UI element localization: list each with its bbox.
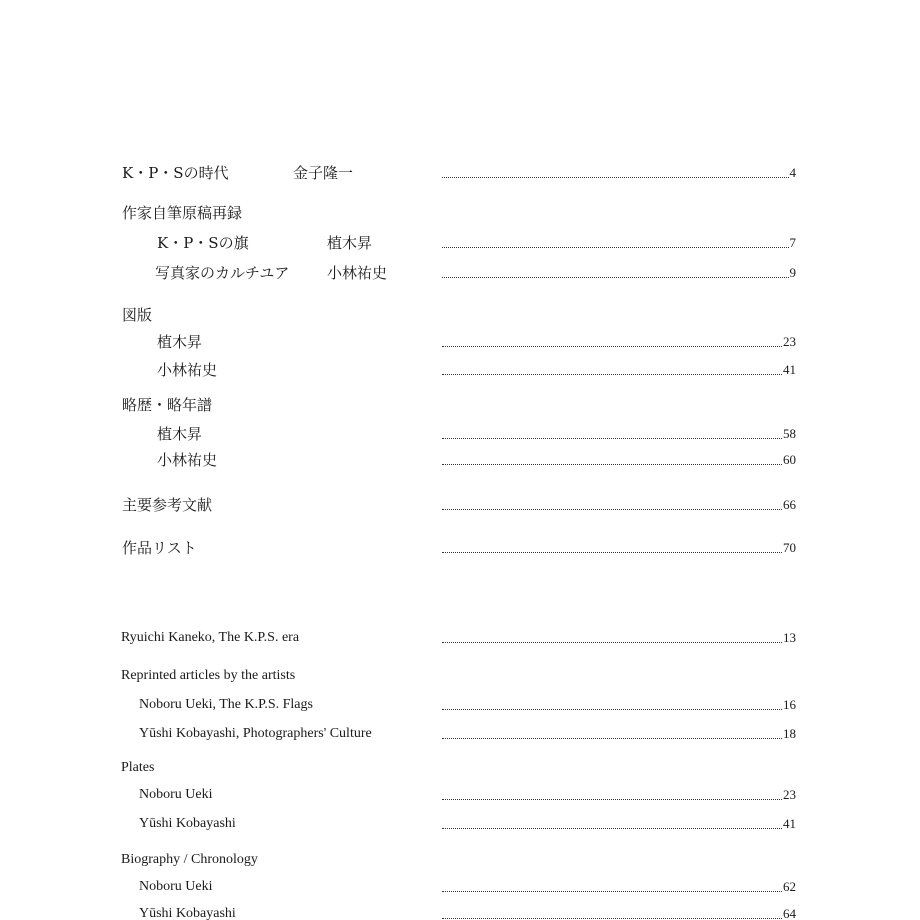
toc-title: 小林祐史 xyxy=(157,361,218,379)
toc-entry-kps-flags-ja[interactable] xyxy=(0,232,920,254)
toc-page-number: 64 xyxy=(783,906,796,920)
toc-title: Yūshi Kobayashi xyxy=(139,906,236,920)
toc-heading-biography-en xyxy=(0,849,920,871)
toc-title: Noboru Ueki xyxy=(139,879,213,894)
toc-page-number: 13 xyxy=(783,630,796,645)
toc-title: Yūshi Kobayashi, Photographers' Culture xyxy=(139,726,372,741)
toc-heading-plates-ja xyxy=(0,304,920,326)
toc-leader xyxy=(442,449,796,471)
toc-entry-works-ja[interactable] xyxy=(0,537,920,559)
toc-leader xyxy=(442,232,796,254)
toc-page-number: 62 xyxy=(783,879,796,894)
toc-title: K・P・Sの時代 xyxy=(122,164,229,182)
toc-title: K・P・Sの旗 xyxy=(157,234,249,252)
toc-leader xyxy=(442,162,796,184)
toc-title: 植木昇 xyxy=(157,333,203,351)
toc-leader xyxy=(442,494,796,516)
toc-entry-kps-era-ja[interactable] xyxy=(0,162,920,184)
toc-title: Yūshi Kobayashi xyxy=(139,816,236,831)
toc-title: Noboru Ueki, The K.P.S. Flags xyxy=(139,697,313,712)
toc-heading-biography-ja xyxy=(0,394,920,416)
toc-section-heading: Plates xyxy=(121,760,155,775)
toc-leader xyxy=(442,359,796,381)
toc-leader xyxy=(442,903,796,920)
toc-leader xyxy=(442,423,796,445)
toc-entry-biography-ueki-en[interactable] xyxy=(0,876,920,898)
toc-section-heading: 図版 xyxy=(122,306,153,324)
toc-author: 植木昇 xyxy=(327,234,373,252)
toc-section-heading: Reprinted articles by the artists xyxy=(121,668,296,683)
toc-entry-kps-flags-en[interactable] xyxy=(0,694,920,716)
toc-page-number: 16 xyxy=(783,697,796,712)
toc-page-number: 70 xyxy=(783,540,796,555)
toc-title: 小林祐史 xyxy=(157,451,218,469)
toc-leader xyxy=(442,537,796,559)
toc-page-number: 60 xyxy=(783,452,796,467)
toc-page-number: 23 xyxy=(783,334,796,349)
toc-entry-plates-kobayashi-en[interactable] xyxy=(0,813,920,835)
toc-entry-biography-ueki-ja[interactable] xyxy=(0,423,920,445)
toc-title: Noboru Ueki xyxy=(139,787,213,802)
toc-title: 植木昇 xyxy=(157,425,203,443)
toc-entry-plates-ueki-en[interactable] xyxy=(0,784,920,806)
toc-entry-references-ja[interactable] xyxy=(0,494,920,516)
toc-entry-photographers-culture-en[interactable] xyxy=(0,723,920,745)
toc-leader xyxy=(442,262,796,284)
toc-heading-reprinted-en xyxy=(0,665,920,687)
toc-title: 写真家のカルチユア xyxy=(155,264,290,282)
toc-entry-biography-kobayashi-en[interactable] xyxy=(0,903,920,920)
toc-leader xyxy=(442,876,796,898)
toc-leader xyxy=(442,784,796,806)
toc-leader xyxy=(442,813,796,835)
toc-page-number: 7 xyxy=(789,235,796,250)
toc-entry-photographers-culture-ja[interactable] xyxy=(0,262,920,284)
toc-author: 金子隆一 xyxy=(293,164,354,182)
toc-section-heading: Biography / Chronology xyxy=(121,852,258,867)
toc-leader xyxy=(442,627,796,649)
toc-page-number: 4 xyxy=(789,165,796,180)
toc-page-number: 23 xyxy=(783,787,796,802)
toc-page-number: 9 xyxy=(789,265,796,280)
toc-title: 主要参考文献 xyxy=(122,496,213,514)
toc-entry-plates-kobayashi-ja[interactable] xyxy=(0,359,920,381)
toc-entry-biography-kobayashi-ja[interactable] xyxy=(0,449,920,471)
toc-page-number: 18 xyxy=(783,726,796,741)
toc-page-number: 66 xyxy=(783,497,796,512)
toc-title: 作品リスト xyxy=(122,539,197,557)
toc-page-number: 41 xyxy=(783,816,796,831)
toc-heading-plates-en xyxy=(0,757,920,779)
toc-leader xyxy=(442,331,796,353)
toc-title: Ryuichi Kaneko, The K.P.S. era xyxy=(121,630,300,645)
toc-entry-kps-era-en[interactable] xyxy=(0,627,920,649)
toc-heading-manuscripts-ja xyxy=(0,202,920,224)
toc-section-heading: 略歴・略年譜 xyxy=(122,396,213,414)
toc-leader xyxy=(442,694,796,716)
toc-leader xyxy=(442,723,796,745)
toc-section-heading: 作家自筆原稿再録 xyxy=(122,204,243,222)
toc-page-number: 41 xyxy=(783,362,796,377)
toc-page-number: 58 xyxy=(783,426,796,441)
toc-author: 小林祐史 xyxy=(327,264,388,282)
toc-entry-plates-ueki-ja[interactable] xyxy=(0,331,920,353)
